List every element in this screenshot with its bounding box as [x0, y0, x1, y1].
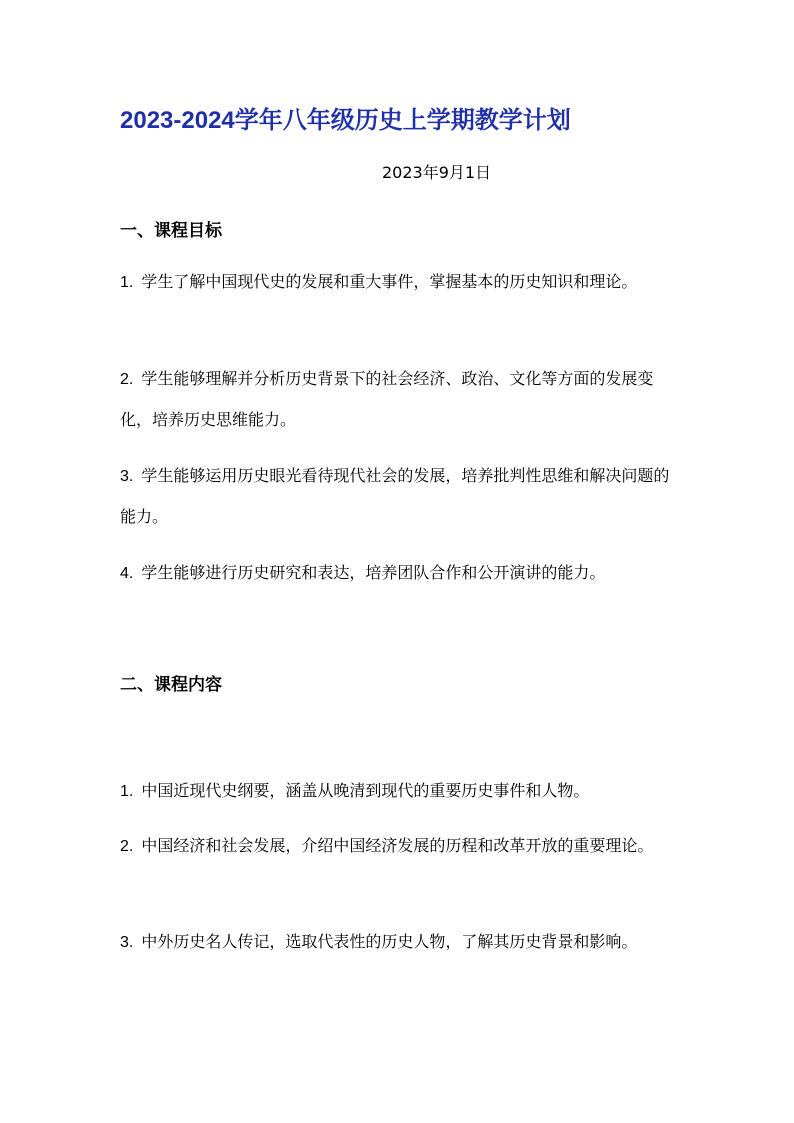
list-item-number: 2.	[120, 838, 134, 855]
section-heading-objectives: 一、课程目标	[120, 221, 222, 241]
list-item	[120, 262, 680, 303]
list-item	[120, 456, 680, 537]
list-item-text: 学生能够进行历史研究和表达，培养团队合作和公开演讲的能力。	[141, 563, 606, 582]
document-date: 2023年9月1日	[382, 163, 492, 182]
list-item-text: 中外历史名人传记，选取代表性的历史人物，了解其历史背景和影响。	[141, 932, 638, 951]
list-item-number: 3.	[120, 934, 134, 951]
list-item-number: 4.	[120, 565, 134, 582]
list-item-text: 中国近现代史纲要，涵盖从晚清到现代的重要历史事件和人物。	[141, 781, 590, 800]
list-item-number: 2.	[120, 371, 134, 388]
list-item-text: 学生能够运用历史眼光看待现代社会的发展，培养批判性思维和解决问题的能力。	[120, 466, 670, 526]
list-item-number: 1.	[120, 274, 134, 291]
list-item-text: 学生能够理解并分析历史背景下的社会经济、政治、文化等方面的发展变化，培养历史思维能力。	[120, 369, 654, 429]
list-item-text: 中国经济和社会发展，介绍中国经济发展的历程和改革开放的重要理论。	[141, 836, 654, 855]
document-title: 2023-2024学年八年级历史上学期教学计划	[120, 107, 571, 134]
list-item	[120, 771, 680, 812]
section-heading-content: 二、课程内容	[120, 675, 222, 695]
list-item-number: 3.	[120, 468, 134, 485]
list-item-number: 1.	[120, 783, 134, 800]
list-item	[120, 922, 680, 963]
list-item	[120, 553, 680, 594]
list-item-text: 学生了解中国现代史的发展和重大事件，掌握基本的历史知识和理论。	[141, 272, 638, 291]
list-item	[120, 359, 680, 440]
list-item	[120, 826, 680, 867]
